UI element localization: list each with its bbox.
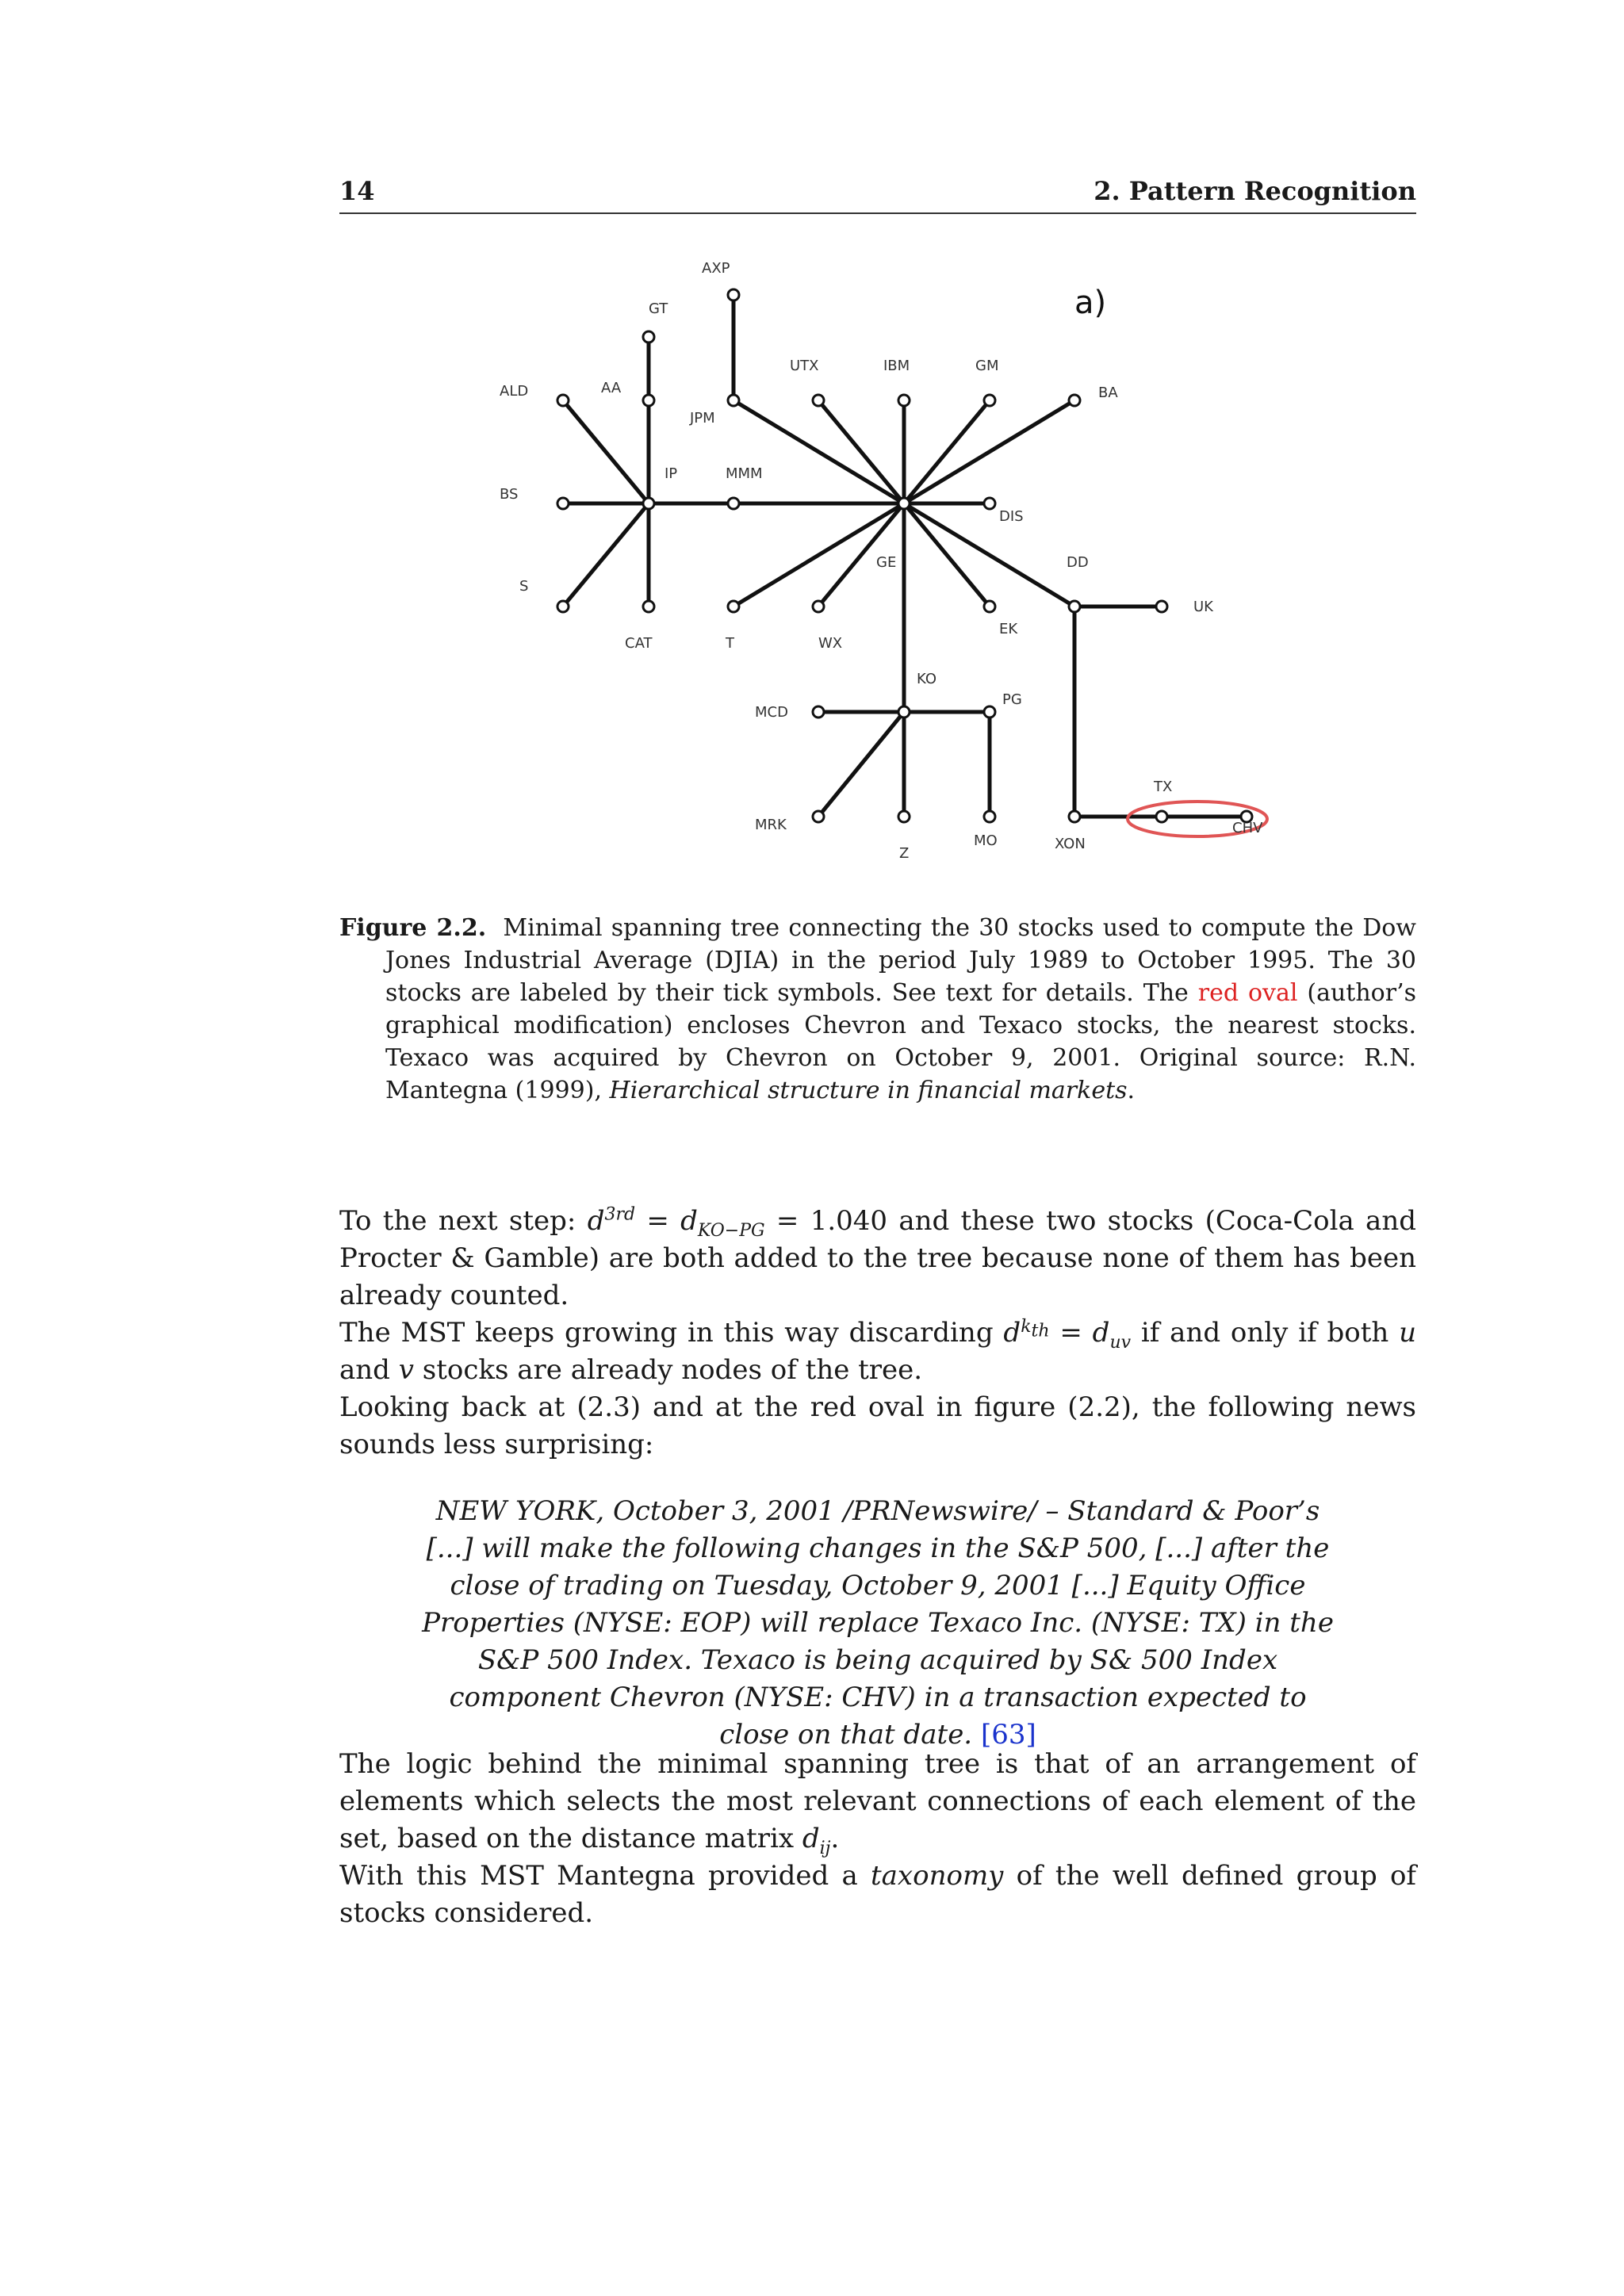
- node-label-uk: UK: [1193, 599, 1213, 615]
- p1-g: Looking back at (2.3) and at the red oval in figure (2.2), the following news sounds less surprising:: [339, 1391, 1416, 1460]
- node-mo: [984, 811, 995, 822]
- node-label-utx: UTX: [790, 358, 819, 374]
- math-dkth: $d^{k_{th}} = d_{uv}$: [1003, 1316, 1132, 1353]
- node-label-ip: IP: [665, 465, 678, 482]
- node-label-aa: AA: [601, 380, 622, 396]
- caption-text-1: Minimal spanning tree connecting the 30 stocks used to compute the Dow Jones Industrial Average (DJIA) in the period July 1989 to October 1995. The 30 stocks are labeled by their tick symbols. See text for details. The: [385, 914, 1416, 1007]
- citation-link[interactable]: [63]: [980, 1719, 1036, 1751]
- paragraph-2: The logic behind the minimal spanning tree is that of an arrangement of elements which selects the most relevant connections of each element of the set, based on the distance matrix $d_{ij}$. With this MST Mantegna provided a taxonomy of the well defined group of stocks considered.: [339, 1748, 1417, 1929]
- figure-caption: [339, 912, 1416, 1107]
- math-u: u: [1399, 1317, 1416, 1349]
- mst-diagram: [476, 262, 1285, 880]
- math-v: v: [398, 1354, 414, 1386]
- caption-text-2: (author’s graphical modification) encloses Chevron and Texaco stocks, the nearest stocks. Texaco was acquired by Chevron on October 9, 2001. Original source: R.N. Mantegna (1999),: [385, 979, 1416, 1104]
- node-t: [728, 601, 739, 612]
- node-label-cat: CAT: [625, 635, 653, 652]
- p1-d: if and only if both: [1140, 1317, 1389, 1349]
- node-gt: [643, 331, 654, 342]
- node-cat: [643, 601, 654, 612]
- node-label-ald: ALD: [500, 383, 529, 400]
- p2-a: The logic behind the minimal spanning tree is that of an arrangement of elements which selects the most relevant connections of each element of the set, based on the distance matrix: [339, 1748, 1416, 1854]
- p1-f: stocks are already nodes of the tree.: [422, 1354, 923, 1386]
- node-label-dis: DIS: [999, 508, 1024, 525]
- mst-figure: [476, 262, 1285, 880]
- p2-b: With this MST Mantegna provided a: [339, 1860, 858, 1892]
- node-label-tx: TX: [1154, 779, 1173, 795]
- node-dd: [1069, 601, 1080, 612]
- p2-d: of the well defined group of stocks considered.: [339, 1860, 1417, 1929]
- node-label-s: S: [519, 578, 529, 595]
- edge-utx-ge: [818, 400, 904, 503]
- edge-ek-ge: [904, 503, 990, 607]
- caption-source-title: Hierarchical structure in financial markets: [609, 1077, 1128, 1104]
- node-bs: [557, 498, 569, 509]
- edge-ko-mrk: [818, 712, 904, 817]
- p1-c: The MST keeps growing in this way discarding: [339, 1317, 994, 1349]
- node-gm: [984, 395, 995, 406]
- node-ip: [643, 498, 654, 509]
- node-aa: [643, 395, 654, 406]
- p1-a: To the next step:: [339, 1205, 576, 1237]
- node-label-jpm: JPM: [690, 410, 715, 427]
- node-pg: [984, 706, 995, 718]
- edge-s-ip: [563, 503, 649, 607]
- node-axp: [728, 289, 739, 300]
- node-label-chv: CHV: [1232, 820, 1263, 836]
- p2-taxonomy: taxonomy: [871, 1860, 1004, 1892]
- node-ba: [1069, 395, 1080, 406]
- node-uk: [1156, 601, 1167, 612]
- page-number: 14: [339, 176, 375, 206]
- caption-label: Figure 2.2.: [339, 914, 487, 942]
- node-label-ek: EK: [999, 621, 1018, 637]
- node-label-t: T: [726, 635, 734, 652]
- node-label-dd: DD: [1067, 554, 1089, 571]
- node-label-gm: GM: [975, 358, 999, 374]
- edge-ba-ge: [904, 400, 1074, 503]
- edge-ald-ip: [563, 400, 649, 503]
- node-label-ibm: IBM: [883, 358, 910, 374]
- node-mcd: [813, 706, 824, 718]
- panel-label: a): [1074, 285, 1107, 321]
- node-label-axp: AXP: [702, 262, 730, 277]
- caption-end: .: [1127, 1077, 1136, 1104]
- node-label-bs: BS: [500, 486, 519, 503]
- paragraph-1: [339, 1203, 1416, 1464]
- page-header: [339, 176, 1416, 214]
- node-ald: [557, 395, 569, 406]
- math-d3rd: $d^{3rd} = d_{KO-PG}$: [587, 1204, 765, 1241]
- node-label-mmm: MMM: [726, 465, 763, 482]
- node-z: [898, 811, 910, 822]
- chapter-title: 2. Pattern Recognition: [1094, 176, 1416, 206]
- node-ek: [984, 601, 995, 612]
- p1-e: and: [339, 1354, 390, 1386]
- node-wx: [813, 601, 824, 612]
- caption-red-text: red oval: [1197, 979, 1298, 1007]
- edge-dd-ge: [904, 503, 1074, 607]
- node-tx: [1156, 811, 1167, 822]
- edge-jpm-ge: [733, 400, 904, 503]
- node-ko: [898, 706, 910, 718]
- edge-gm-ge: [904, 400, 990, 503]
- node-label-ge: GE: [876, 554, 897, 571]
- node-mrk: [813, 811, 824, 822]
- node-label-wx: WX: [818, 635, 843, 652]
- node-s: [557, 601, 569, 612]
- node-label-mcd: MCD: [755, 704, 788, 721]
- node-ge: [898, 498, 910, 509]
- news-quote: [412, 1493, 1343, 1754]
- node-label-mo: MO: [974, 832, 998, 849]
- node-label-gt: GT: [649, 300, 668, 317]
- node-label-pg: PG: [1002, 691, 1022, 708]
- node-label-mrk: MRK: [755, 817, 787, 833]
- node-xon: [1069, 811, 1080, 822]
- math-dij: $d_{ij}$: [802, 1823, 831, 1858]
- node-utx: [813, 395, 824, 406]
- node-dis: [984, 498, 995, 509]
- node-label-z: Z: [899, 845, 910, 862]
- quote-text: NEW YORK, October 3, 2001 /PRNewswire/ – Standard & Poor’s [...] will make the following changes in the S&P 500, [...] after the close of trading on Tuesday, October 9, 2001 [...] Equity Office Properties (NYSE: EOP) will replace Texaco Inc. (NYSE: TX) in the S&P 500 Index. Texaco is being acquired by S& 500 Index component Chevron (NYSE: CHV) in a transaction expected to close on that date.: [422, 1495, 1334, 1751]
- node-ibm: [898, 395, 910, 406]
- p1-b: = 1.040 and these two stocks (Coca-Cola and Procter & Gamble) are both added to the tree because none of them has been already counted.: [339, 1205, 1416, 1311]
- node-jpm: [728, 395, 739, 406]
- node-label-ba: BA: [1098, 385, 1118, 401]
- node-label-xon: XON: [1055, 836, 1086, 852]
- node-mmm: [728, 498, 739, 509]
- node-label-ko: KO: [917, 671, 936, 687]
